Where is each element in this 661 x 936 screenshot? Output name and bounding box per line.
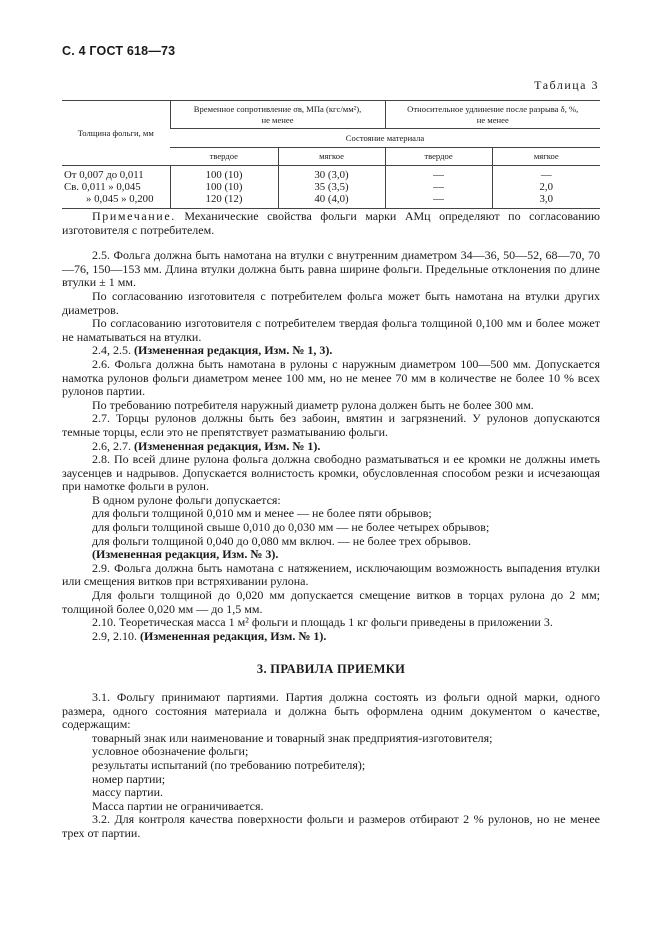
col-header-strength-hard: твердое [170, 148, 278, 166]
cell-strength-hard: 100 (10) [170, 166, 278, 182]
cell-elongation-hard: — [385, 166, 492, 182]
cell-strength-soft: 35 (3,5) [278, 181, 385, 193]
paragraph-3-1: 3.1. Фольгу принимают партиями. Партия должна состоять из фольги одной марки, одного размера, одного состояния материала и должна быть оформлена одним документом о качестве, содержащим: [62, 690, 600, 732]
cell-thickness: От 0,007 до 0,011 [64, 169, 144, 181]
paragraph-2-9-b: Для фольги толщиной до 0,020 мм допускается смещение витков в торцах рулона до 2 мм; толщиной более 0,020 мм — до 1,5 мм. [62, 588, 600, 616]
cell-strength-soft: 30 (3,0) [278, 166, 385, 182]
paragraph-2-8-b: В одном рулоне фольги допускается: [92, 492, 281, 507]
col-header-elongation: Относительное удлинение после разрыва δ, %, не менее [385, 101, 600, 129]
paragraph-2-9: 2.9. Фольга должна быть намотана с натяжением, исключающим возможность выпадения втулки или смещения витков при встряхивании рулона. [62, 560, 600, 589]
col-header-state: Состояние материала [170, 129, 600, 148]
note-label: Примечание. [92, 209, 176, 223]
edition-text: (Измененная редакция, Изм. № 1, 3). [134, 343, 333, 358]
section-title: 3. ПРАВИЛА ПРИЕМКИ [256, 662, 406, 677]
cell-elongation-hard: — [385, 181, 492, 193]
col-header-strength-soft: мягкое [278, 148, 385, 166]
table-row [62, 181, 600, 193]
paragraph-2-6-b: По требованию потребителя наружный диаметр рулона должен быть не более 300 мм. [92, 397, 534, 412]
edition-note [62, 440, 600, 454]
cell-thickness: Св. 0,011 » 0,045 [64, 181, 141, 193]
note-text: Механические свойства фольги марки АМц определяют по согласованию изготовителя с потребителем. [62, 209, 600, 237]
paragraph-2-7: 2.7. Торцы рулонов должны быть без забоин, вмятин и загрязнений. У рулонов допускаются темные торцы, если это не препятствует разматыванию фольги. [62, 411, 600, 439]
col-header-elongation-hard: твердое [385, 148, 492, 166]
table-caption: Таблица 3 [534, 78, 599, 92]
table-note [62, 210, 600, 237]
edition-text: (Измененная редакция, Изм. № 3). [92, 547, 279, 562]
list-item: массу партии. [92, 785, 164, 800]
cell-elongation-soft: — [492, 166, 600, 182]
edition-note [62, 630, 600, 644]
edition-ref: 2.9, 2.10. [92, 628, 140, 643]
list-item: для фольги толщиной свыше 0,010 до 0,030 мм — не более четырех обрывов; [92, 520, 490, 535]
col-header-elongation-soft: мягкое [492, 148, 600, 166]
cell-elongation-soft: 2,0 [492, 181, 600, 193]
edition-ref: 2.4, 2.5. [92, 343, 134, 358]
paragraph-2-5-c: По согласованию изготовителя с потребителем твердая фольга толщиной 0,100 мм и более может не наматываться на втулки. [62, 316, 600, 344]
list-item: для фольги толщиной 0,010 мм и менее — не более пяти обрывов; [92, 506, 432, 521]
page-header: С. 4 ГОСТ 618—73 [62, 44, 176, 58]
list-item: условное обозначение фольги; [92, 744, 249, 759]
cell-strength-soft: 40 (4,0) [278, 193, 385, 209]
edition-ref: 2.6, 2.7. [92, 438, 134, 453]
paragraph-2-5-b: По согласованию изготовителя с потребителем фольга может быть намотана на втулки других диаметров. [62, 288, 600, 317]
paragraph-2-6: 2.6. Фольга должна быть намотана в рулоны с наружным диаметром 100—500 мм. Допускается намотка рулонов фольги диаметром менее 100 мм, но не менее 70 мм в количестве не более 10 % всех рулонов партии. [62, 356, 600, 399]
list-item: товарный знак или наименование и товарный знак предприятия-изготовителя; [92, 730, 493, 745]
edition-text: (Измененная редакция, Изм. № 1). [134, 438, 321, 453]
list-item: номер партии; [92, 771, 166, 786]
table-row [62, 166, 600, 182]
list-item: результаты испытаний (по требованию потребителя); [92, 757, 366, 772]
table-row [62, 193, 600, 209]
paragraph-2-8: 2.8. По всей длине рулона фольга должна свободно разматываться и ее кромки не должны иметь заусенцев и надрывов. Допускается волнистость кромки, обусловленная способом резки и исчезающая при намотке фольги в рулон. [62, 452, 600, 494]
paragraph-3-1-b: Масса партии не ограничивается. [92, 798, 264, 813]
cell-strength-hard: 100 (10) [170, 181, 278, 193]
paragraph-3-2: 3.2. Для контроля качества поверхности фольги и размеров отбирают 2 % рулонов, но не менее трех от партии. [62, 812, 600, 840]
paragraph-2-5: 2.5. Фольга должна быть намотана на втулки с внутренним диаметром 34—36, 50—52, 68—70, 70—76, 150—153 мм. Длина втулки должна быть равна ширине фольги. Предельные отклонения по длине втулки ± 1 мм. [62, 248, 600, 290]
col-header-thickness: Толщина фольги, мм [62, 101, 170, 166]
document-body [62, 210, 600, 841]
properties-table [62, 100, 600, 209]
col-header-strength: Временное сопротивление σв, МПа (кгс/мм²), не менее [170, 101, 385, 129]
edition-text: (Измененная редакция, Изм. № 1). [140, 628, 327, 643]
cell-elongation-soft: 3,0 [492, 193, 600, 209]
edition-note [62, 344, 600, 358]
list-item: для фольги толщиной 0,040 до 0,080 мм включ. — не более трех обрывов. [92, 533, 472, 548]
paragraph-2-10: 2.10. Теоретическая масса 1 м² фольги и площадь 1 кг фольги приведены в приложении 3. [92, 615, 553, 630]
cell-strength-hard: 120 (12) [170, 193, 278, 209]
cell-thickness: » 0,045 » 0,200 [62, 193, 170, 209]
cell-elongation-hard: — [385, 193, 492, 209]
